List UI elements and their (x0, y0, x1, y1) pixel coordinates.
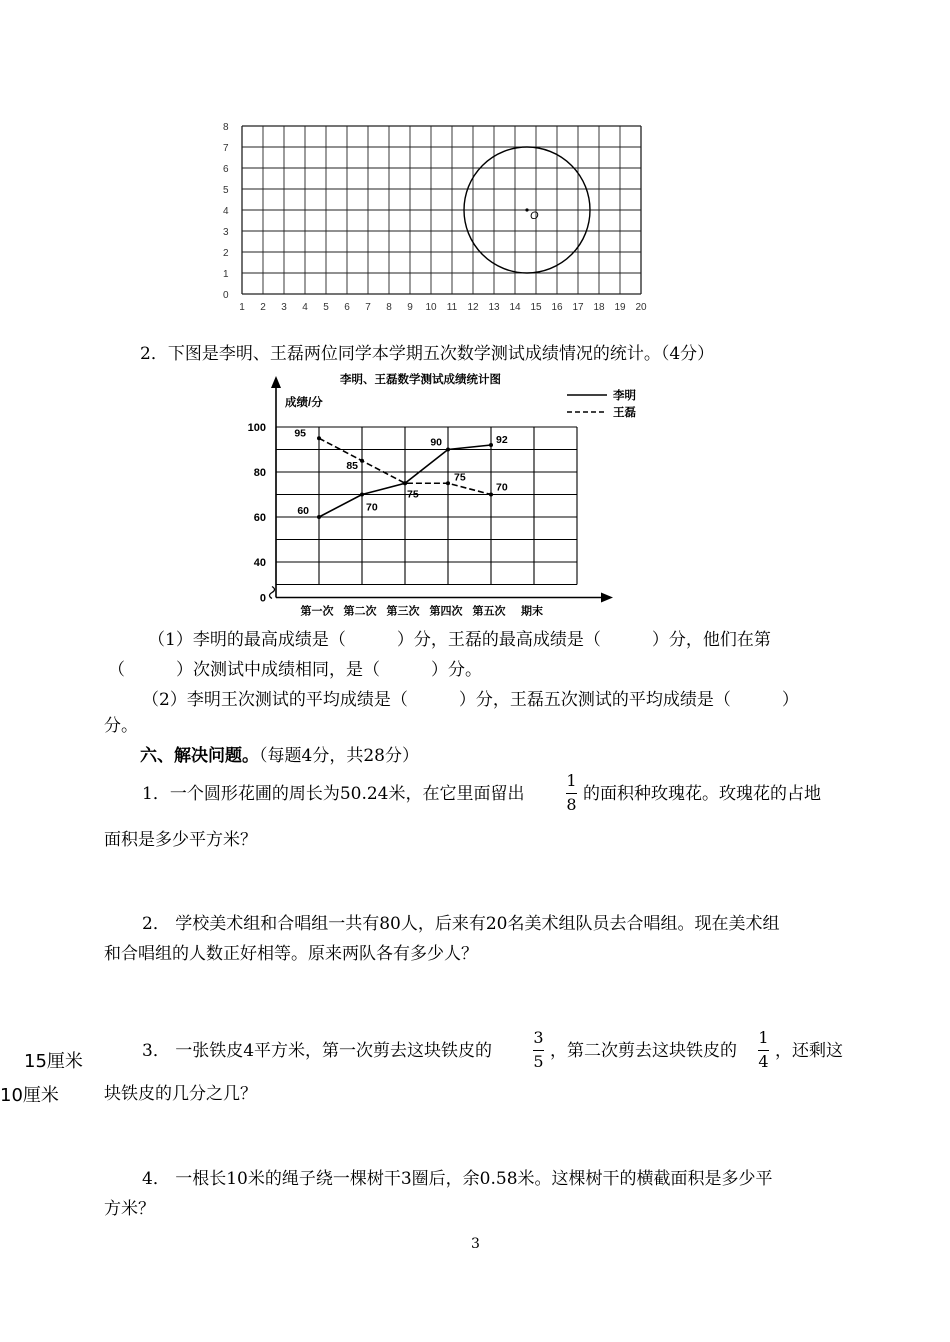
chart-y-tick-label: 40 (253, 557, 266, 569)
chart-y-tick-label: 0 (259, 592, 266, 605)
grid-x-tick-label: 8 (386, 302, 392, 313)
fraction-denominator: 5 (533, 1052, 544, 1071)
chart-axes (270, 376, 614, 603)
chart-title: 李明、王磊数学测试成绩统计图 (340, 374, 501, 386)
legend-label-wanglei: 王磊 (613, 407, 636, 419)
grid-x-tick-label: 7 (365, 302, 371, 313)
grid-y-tick-label: 5 (223, 185, 229, 196)
grid-x-tick-label: 3 (281, 302, 287, 313)
chart-y-tick-label: 80 (253, 467, 266, 479)
problem-3-line1-c: ，还剩这 (775, 1041, 843, 1061)
grid-y-tick-label: 4 (223, 206, 229, 217)
side-label-10cm: 10厘米 (0, 1085, 59, 1106)
circle-center-label: O (530, 210, 539, 222)
circle-center-point (525, 208, 528, 211)
problem-1-line2: 面积是多少平方米？ (104, 830, 257, 850)
fraction-bar (758, 1050, 769, 1051)
grid-y-tick-label: 8 (223, 122, 229, 133)
chart-grid (276, 427, 577, 585)
chart-x-ticks (301, 604, 544, 618)
grid-figure (215, 118, 647, 313)
fraction-denominator: 4 (758, 1052, 769, 1071)
grid-x-tick-label: 11 (446, 302, 458, 313)
grid-x-tick-label: 16 (551, 302, 563, 313)
grid-x-tick-label: 1 (239, 302, 245, 313)
legend-label-liming: 李明 (613, 390, 636, 402)
page-number: 3 (471, 1236, 480, 1252)
data-label-wanglei: 70 (496, 481, 508, 494)
side-label-15cm: 15厘米 (24, 1051, 83, 1072)
section-note: （每题4分，共28分） (259, 746, 419, 766)
series-point (360, 459, 364, 463)
series-point (489, 493, 493, 497)
data-label-liming: 60 (297, 505, 309, 517)
data-label-wanglei: 85 (346, 459, 358, 472)
chart-x-tick-label: 第二次 (343, 605, 377, 618)
fraction-denominator: 8 (566, 795, 577, 814)
fraction-numerator: 1 (758, 1028, 769, 1047)
grid-y-tick-label: 6 (223, 164, 229, 175)
data-label-liming: 75 (407, 488, 419, 501)
problem-3-fraction-1 (533, 1029, 544, 1071)
data-label-liming: 90 (430, 436, 442, 449)
q2-sub2-line2: 分。 (104, 716, 138, 736)
grid-x-tick-label: 5 (323, 302, 329, 313)
grid-x-tick-label: 9 (407, 302, 413, 313)
problem-3-line1-a: 3． 一张铁皮4平方米，第一次剪去这块铁皮的 (142, 1041, 493, 1061)
series-point (403, 481, 407, 485)
fraction-numerator: 1 (566, 771, 577, 790)
grid-y-axis-ticks (223, 122, 229, 301)
grid-lines (242, 126, 641, 294)
problem-3-fraction-2 (758, 1029, 769, 1071)
q2-sub1-line1: （1）李明的最高成绩是（ ）分，王磊的最高成绩是（ ）分，他们在第 (148, 630, 771, 650)
chart-y-ticks (248, 422, 266, 605)
chart-x-axis-arrow (601, 593, 613, 603)
problem-4-line2: 方米？ (104, 1199, 155, 1219)
problem-3-line2: 块铁皮的几分之几？ (104, 1084, 257, 1104)
fraction-bar (566, 793, 577, 794)
chart-x-tick-label: 第三次 (386, 605, 420, 618)
chart-x-tick-label: 第四次 (429, 605, 463, 618)
grid-y-tick-label: 1 (223, 269, 229, 280)
grid-x-tick-label: 4 (302, 302, 308, 313)
grid-x-tick-label: 12 (467, 302, 479, 313)
score-line-chart (245, 370, 665, 618)
chart-y-tick-label: 60 (253, 512, 266, 524)
section-title: 六、解决问题。 (140, 746, 259, 766)
series-point (317, 515, 321, 519)
problem-1-line1-a: 1．一个圆形花圃的周长为50.24米，在它里面留出 (142, 784, 525, 804)
chart-y-axis-arrow (271, 376, 281, 388)
grid-y-tick-label: 7 (223, 143, 229, 154)
grid-x-axis-ticks (239, 302, 647, 313)
chart-x-tick-label: 第一次 (300, 605, 334, 618)
series-point (489, 443, 493, 447)
problem-2-line1: 2． 学校美术组和合唱组一共有80人，后来有20名美术组队员去合唱组。现在美术组 (142, 914, 780, 934)
grid-x-tick-label: 15 (530, 302, 542, 313)
series-point (446, 481, 450, 485)
data-label-liming: 92 (496, 434, 508, 446)
grid-x-tick-label: 20 (635, 302, 647, 313)
problem-1-fraction (566, 772, 577, 814)
grid-y-tick-label: 3 (223, 227, 229, 238)
chart-axis-break-mark (270, 587, 275, 599)
series-point (317, 436, 321, 440)
grid-y-tick-label: 0 (223, 290, 229, 301)
chart-x-tick-label: 期末 (521, 605, 543, 618)
series-point (446, 448, 450, 452)
fraction-bar (533, 1050, 544, 1051)
section-6-heading (140, 748, 419, 765)
q2-sub1-line2: （ ）次测试中成绩相同，是（ ）分。 (108, 660, 482, 680)
grid-x-tick-label: 13 (488, 302, 500, 313)
grid-y-tick-label: 2 (223, 248, 229, 259)
grid-x-tick-label: 2 (260, 302, 266, 313)
problem-3-line1-b: ，第二次剪去这块铁皮的 (550, 1041, 737, 1061)
data-label-wanglei: 95 (294, 427, 306, 440)
chart-y-tick-label: 100 (247, 422, 266, 434)
grid-x-tick-label: 14 (509, 302, 521, 313)
problem-1-line1-b: 的面积种玫瑰花。玫瑰花的占地 (583, 784, 821, 804)
grid-x-tick-label: 17 (572, 302, 584, 313)
grid-x-tick-label: 10 (425, 302, 437, 313)
data-label-wanglei: 75 (454, 471, 466, 484)
problem-4-line1: 4． 一根长10米的绳子绕一棵树干3圈后，余0.58米。这棵树干的横截面积是多少平 (142, 1169, 773, 1189)
grid-x-tick-label: 18 (593, 302, 605, 313)
q2-sub2-line1: （2）李明王次测试的平均成绩是（ ）分，王磊五次测试的平均成绩是（ ） (142, 690, 799, 710)
problem-2-line2: 和合唱组的人数正好相等。原来两队各有多少人？ (104, 944, 478, 964)
fraction-numerator: 3 (533, 1028, 544, 1047)
series-point (360, 493, 364, 497)
question-2-heading: 2．下图是李明、王磊两位同学本学期五次数学测试成绩情况的统计。（4分） (140, 344, 715, 364)
data-label-liming: 70 (366, 501, 378, 514)
grid-x-tick-label: 6 (344, 302, 350, 313)
chart-x-tick-label: 第五次 (472, 605, 506, 618)
chart-y-axis-label: 成绩/分 (285, 397, 323, 409)
grid-x-tick-label: 19 (614, 302, 626, 313)
